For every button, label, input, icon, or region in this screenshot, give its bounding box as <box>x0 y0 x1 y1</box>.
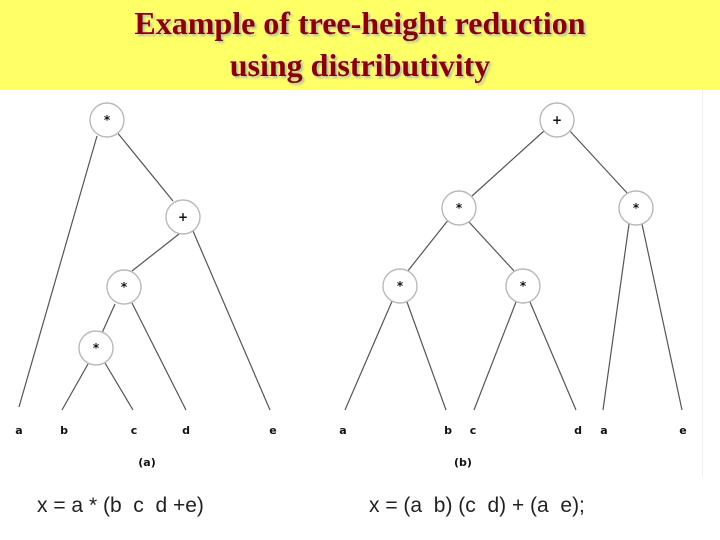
operator-node <box>383 269 417 303</box>
operator-label: + <box>177 210 189 224</box>
operator-node <box>619 191 653 225</box>
edge <box>642 224 682 410</box>
operator-label: * <box>92 341 100 355</box>
operator-label: + <box>551 113 563 127</box>
operator-label: * <box>396 279 404 293</box>
tree-a <box>15 103 276 469</box>
operator-node <box>90 103 124 137</box>
leaf-label: a <box>339 424 347 437</box>
operator-label: * <box>519 279 527 293</box>
leaf-label: b <box>60 424 68 437</box>
operator-label: * <box>120 280 128 294</box>
edge <box>530 302 576 410</box>
edge <box>474 302 516 410</box>
leaf-label: d <box>574 424 582 437</box>
leaf-label: b <box>444 424 452 437</box>
tree-a-caption: (a) <box>138 456 156 469</box>
tree-b-caption: (b) <box>454 456 472 469</box>
leaf-label: e <box>679 424 687 437</box>
edge <box>603 224 629 410</box>
leaf-label: a <box>600 424 608 437</box>
edge <box>407 302 446 410</box>
leaf-label: d <box>182 424 190 437</box>
title-band <box>0 0 720 90</box>
operator-label: * <box>455 201 463 215</box>
leaf-label: e <box>269 424 277 437</box>
leaf-label: a <box>15 424 23 437</box>
operator-node <box>166 200 200 234</box>
tree-diagrams <box>2 90 702 477</box>
edge <box>472 130 545 196</box>
edge <box>132 303 186 410</box>
edge <box>132 234 179 271</box>
slide-title-line-1: Example of tree-height reduction <box>134 5 586 41</box>
operator-node <box>540 103 574 137</box>
operator-label: * <box>632 201 640 215</box>
edge <box>193 231 270 410</box>
edge <box>407 219 449 272</box>
edge <box>102 304 115 333</box>
edge <box>569 130 628 194</box>
edge <box>105 363 133 410</box>
operator-label: * <box>103 113 111 127</box>
operator-node <box>107 270 141 304</box>
slide-title-line-2: using distributivity <box>229 47 491 83</box>
expression-right: x = (a b) (c d) + (a e); <box>369 494 585 517</box>
figure-panel <box>2 90 703 477</box>
operator-node <box>79 331 113 365</box>
edge <box>345 299 393 410</box>
operator-node <box>442 191 476 225</box>
expression-left: x = a * (b c d +e) <box>37 494 204 517</box>
edge <box>19 136 97 407</box>
edge <box>116 131 173 201</box>
operator-node <box>506 269 540 303</box>
leaf-label: c <box>130 424 138 437</box>
leaf-label: c <box>469 424 477 437</box>
edge <box>469 222 515 272</box>
edge <box>62 364 88 410</box>
tree-b <box>339 103 686 469</box>
